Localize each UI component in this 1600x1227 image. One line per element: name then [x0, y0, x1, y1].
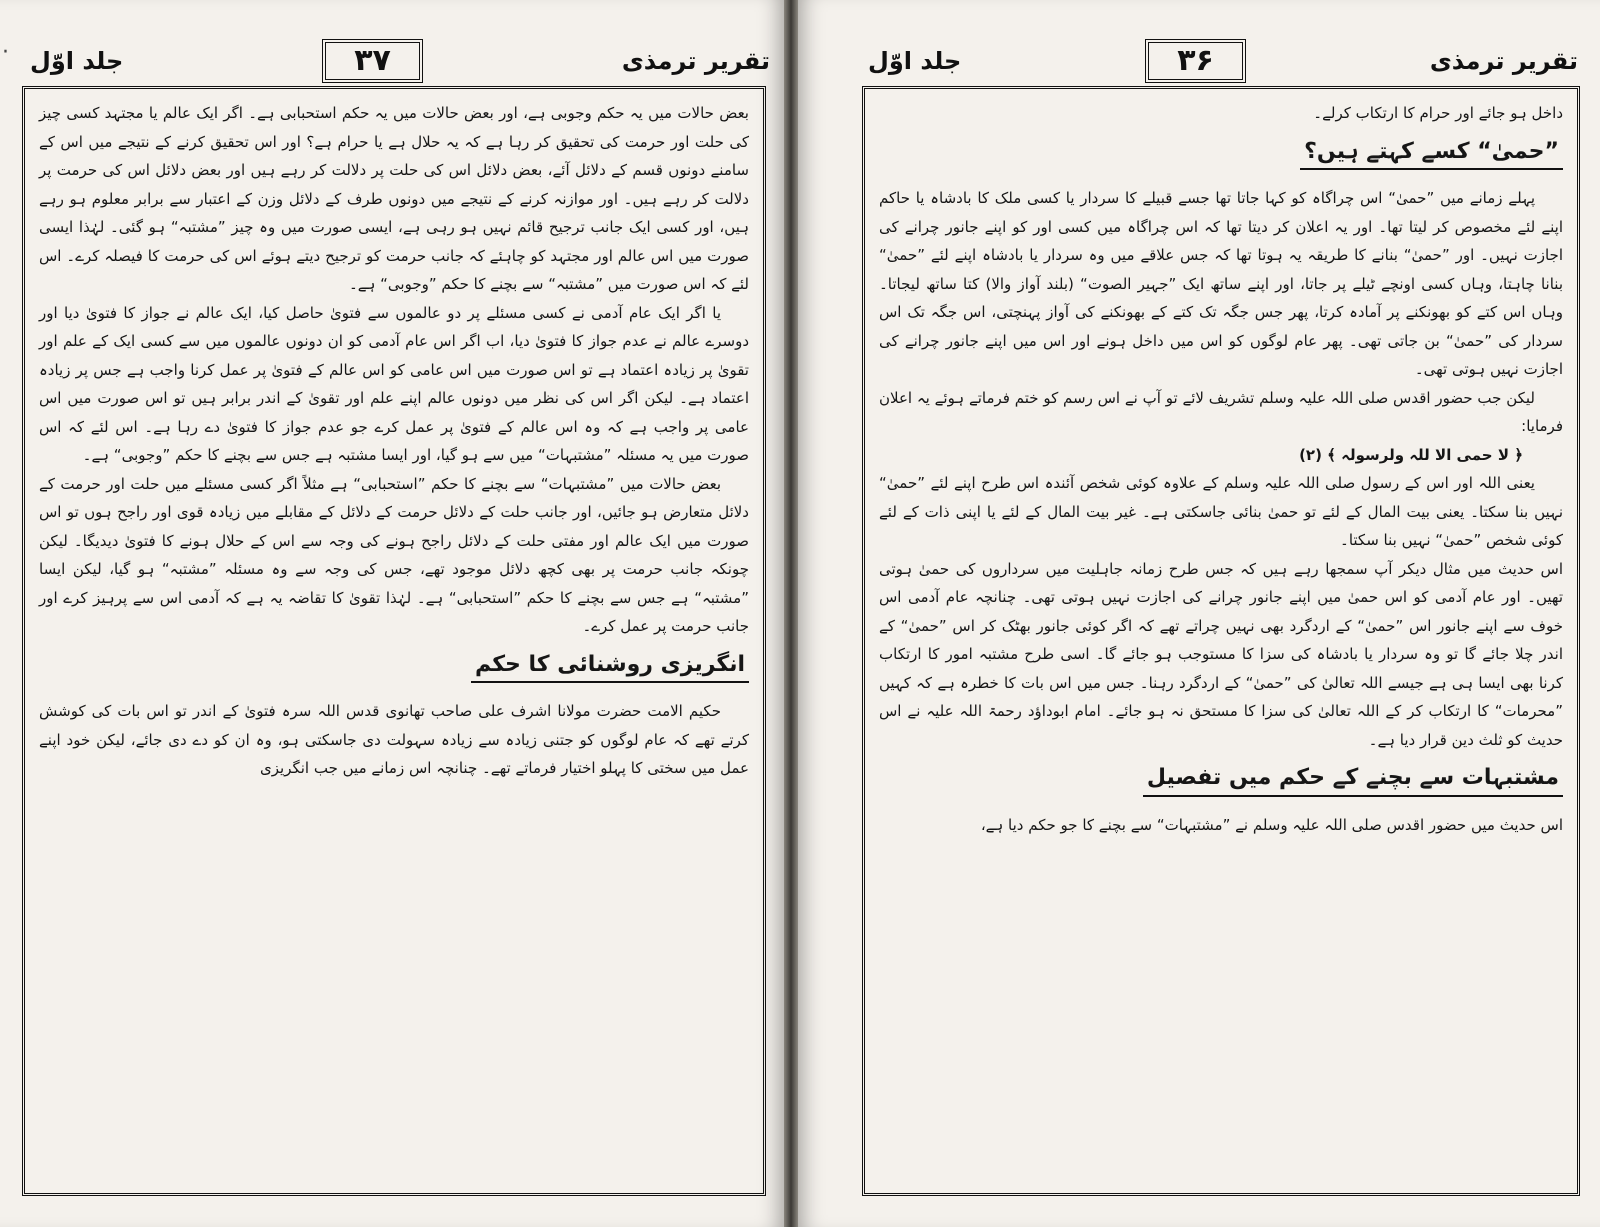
margin-dot: ·	[2, 40, 9, 65]
section-heading: انگریزی روشنائی کا حکم	[471, 651, 749, 684]
section-heading: ”حمیٰ“ کسے کہتے ہیں؟	[1300, 138, 1563, 171]
right-page	[798, 0, 1600, 1227]
paragraph: یعنی اللہ اور اس کے رسول صلی اللہ علیہ وسلم کے علاوہ کوئی شخص آئندہ اس طرح اپنے لئے ”حمیٰ“ نہیں بنا سکتا۔ یعنی بیت المال کے لئے تو حمیٰ بنائی جاسکتی ہے۔ غیر بیت المال کے لئے یا اپنی ذات کے لئے کوئی شخص ”حمیٰ“ نہیں بنا سکتا۔	[879, 474, 1563, 549]
opening-line: داخل ہو جائے اور حرام کا ارتکاب کرلے۔	[1313, 104, 1563, 122]
section-heading: مشتبہات سے بچنے کے حکم میں تفصیل	[1143, 764, 1563, 797]
paragraph: بعض حالات میں ”مشتبہات“ سے بچنے کا حکم ”استحبابی“ ہے مثلاً اگر کسی مسئلے میں حلت اور حرمت کے دلائل متعارض ہو جائیں، اور جانب حلت کے دلائل حرمت کے دلائل کے مقابلے میں زیادہ قوی اور راجح ہوں تو اس صورت میں ایک عالم اور مفتی حلت کے دلائل راجح ہونے کی وجہ سے اس کے حلال ہونے کا فتویٰ دیدیگا۔ لیکن چونکہ جانب حرمت پر بھی کچھ دلائل موجود تھے، جس کی وجہ سے وہ مسئلہ ”مشتبہ“ ہو گیا، لیکن ایسا ”مشتبہ“ ہے جس سے بچنے کا حکم ”استحبابی“ ہے۔ لہٰذا تقویٰ کا تقاضہ یہ ہے کہ آدمی اس سے پرہیز کرے اور جانب حرمت پر عمل کرے۔	[39, 474, 749, 635]
header-volume: جلد اوّل	[868, 47, 962, 75]
header-title: تقریر ترمذی	[1429, 47, 1578, 75]
hadith-quote: ﴿ لا حمی الا للہ ولرسولہ ﴾ (۲)	[1299, 445, 1523, 464]
page-body	[879, 99, 1563, 1183]
page-header	[30, 36, 770, 86]
header-volume: جلد اوّل	[30, 47, 124, 75]
text-frame	[862, 86, 1580, 1196]
paragraph: اس حدیث میں حضور اقدس صلی اللہ علیہ وسلم نے ”مشتبہات“ سے بچنے کا جو حکم دیا ہے،	[980, 815, 1563, 834]
page-body	[39, 99, 749, 1183]
left-page	[0, 0, 784, 1227]
paragraph: لیکن جب حضور اقدس صلی اللہ علیہ وسلم تشریف لائے تو آپ نے اس رسم کو ختم فرماتے ہوئے یہ اعلان فرمایا:	[879, 388, 1563, 435]
page-number: ۳۶	[1145, 39, 1246, 83]
paragraph: یا اگر ایک عام آدمی نے کسی مسئلے پر دو عالموں سے فتویٰ حاصل کیا، ایک عالم نے جواز کا فتویٰ دیا اور دوسرے عالم نے عدم جواز کا فتویٰ دیا، اب اگر اس عام آدمی کو ان دونوں عالموں میں سے کسی ایک کے علم اور تقویٰ پر زیادہ اعتماد ہے تو اس صورت میں اس عامی کو اس عالم کے فتویٰ پر عمل کرنا واجب ہے جس پر زیادہ اعتماد ہے۔ لیکن اگر اس کی نظر میں دونوں عالم اپنے علم اور تقویٰ کے اندر برابر ہیں تو اس صورت میں اس عامی پر واجب ہے کہ وہ اس عالم کے فتویٰ پر عمل کرے جو عدم جواز کا فتویٰ دے رہا ہے۔ اس لئے کہ اس صورت میں یہ مسئلہ ”مشتبہات“ میں سے ہو گیا، اور ایسا مشتبہ ہے جس سے بچنے کا حکم ”وجوبی“ ہے۔	[39, 303, 749, 464]
page-number: ۳۷	[322, 39, 423, 83]
paragraph: بعض حالات میں یہ حکم وجوبی ہے، اور بعض حالات میں یہ حکم استحبابی ہے۔ اگر ایک عالم یا مجتہد کسی چیز کی حلت اور حرمت کی تحقیق کر رہا ہے کہ یہ حلال ہے یا حرام ہے؟ اور اس تحقیق کرنے کے نتیجے میں اس کے سامنے دونوں قسم کے دلائل آئے، بعض دلائل اس کی حلت پر دلالت کر رہے ہیں اور بعض دلائل اس کی حرمت پر دلالت کر رہے ہیں۔ اور موازنہ کرنے کے نتیجے میں دونوں طرف کے دلائل وزن کے اعتبار سے برابر معلوم ہو رہے ہیں، اور کسی ایک جانب ترجیح قائم نہیں ہو رہی ہے، ایسی صورت میں وہ چیز ”مشتبہ“ ہو گئی۔ لہٰذا ایسی صورت میں اس عالم اور مجتہد کو چاہئے کہ جانب حرمت کو ترجیح دیتے ہوئے اس کی حرمت کا فیصلہ کرے۔ اس لئے کہ اس صورت میں ”مشتبہ“ سے بچنے کا حکم ”وجوبی“ ہے۔	[39, 104, 749, 293]
paragraph: حکیم الامت حضرت مولانا اشرف علی صاحب تھانوی قدس اللہ سرہ فتویٰ کے اندر تو اس بات کی کوشش کرتے تھے کہ عام لوگوں کو جتنی زیادہ سے زیادہ سہولت دی جاسکتی ہو، وہ ان کو دے دی جائے، لیکن خود اپنے عمل میں سختی کا پہلو اختیار فرماتے تھے۔ چنانچہ اس زمانے میں جب انگریزی	[39, 702, 749, 777]
paragraph: پہلے زمانے میں ”حمیٰ“ اس چراگاہ کو کہا جاتا تھا جسے قبیلے کا سردار یا کسی ملک کا بادشاہ یا حاکم اپنے لئے مخصوص کر لیتا تھا۔ اور یہ اعلان کر دیتا تھا کہ اس چراگاہ میں کسی اور کو اپنے جانور چرانے کی اجازت نہیں۔ اور ”حمیٰ“ بنانے کا طریقہ یہ ہوتا تھا کہ جس علاقے میں وہ سردار یا بادشاہ اپنے لئے ”حمیٰ“ بنانا چاہتا، وہاں کسی اونچے ٹیلے پر جاتا، اور اپنے ساتھ ایک ”جہیر الصوت“ (بلند آواز والا) کتا ساتھ لیجاتا۔ وہاں اس کتے کو بھونکنے پر آمادہ کرتا، پھر جس جگہ تک کتے کے بھونکنے کی آواز پہنچتی، اس جگہ تک اس سردار کی ”حمیٰ“ بن جاتی تھی۔ پھر عام لوگوں کو اس میں داخل ہونے اور اس میں اپنے جانور چرانے کی اجازت نہیں ہوتی تھی۔	[879, 189, 1563, 378]
header-title: تقریر ترمذی	[621, 47, 770, 75]
page-header	[868, 36, 1578, 86]
text-frame	[22, 86, 766, 1196]
paragraph: اس حدیث میں مثال دیکر آپ سمجھا رہے ہیں کہ جس طرح زمانہ جاہلیت میں سرداروں کی حمیٰ ہوتی تھیں۔ اور عام آدمی کو اس حمیٰ میں اپنے جانور چرانے کی اجازت نہیں ہوتی تھی۔ چنانچہ عام آدمی اس خوف سے اپنے جانور اس ”حمیٰ“ کے اردگرد بھی نہیں چراتے تھے کہ اگر کوئی جانور بھٹک کر اس ”حمیٰ“ کے اندر چلا جائے گا تو وہ سردار یا بادشاہ کی سزا کا مستوجب ہو جائے گا۔ اسی طرح مشتبہ امور کا ارتکاب کرنا بھی ایسا ہی ہے جیسے اللہ تعالیٰ کی ”حمیٰ“ کے اردگرد رہنا۔ جس میں اس بات کا خطرہ ہے کہ کہیں ”محرمات“ کا ارتکاب کر کے اللہ تعالیٰ کی سزا کا مستحق نہ ہو جائے۔ امام ابوداؤد رحمۃ اللہ علیہ نے اس حدیث کو ثلث دین قرار دیا ہے۔	[879, 559, 1563, 749]
book-gutter	[784, 0, 798, 1227]
